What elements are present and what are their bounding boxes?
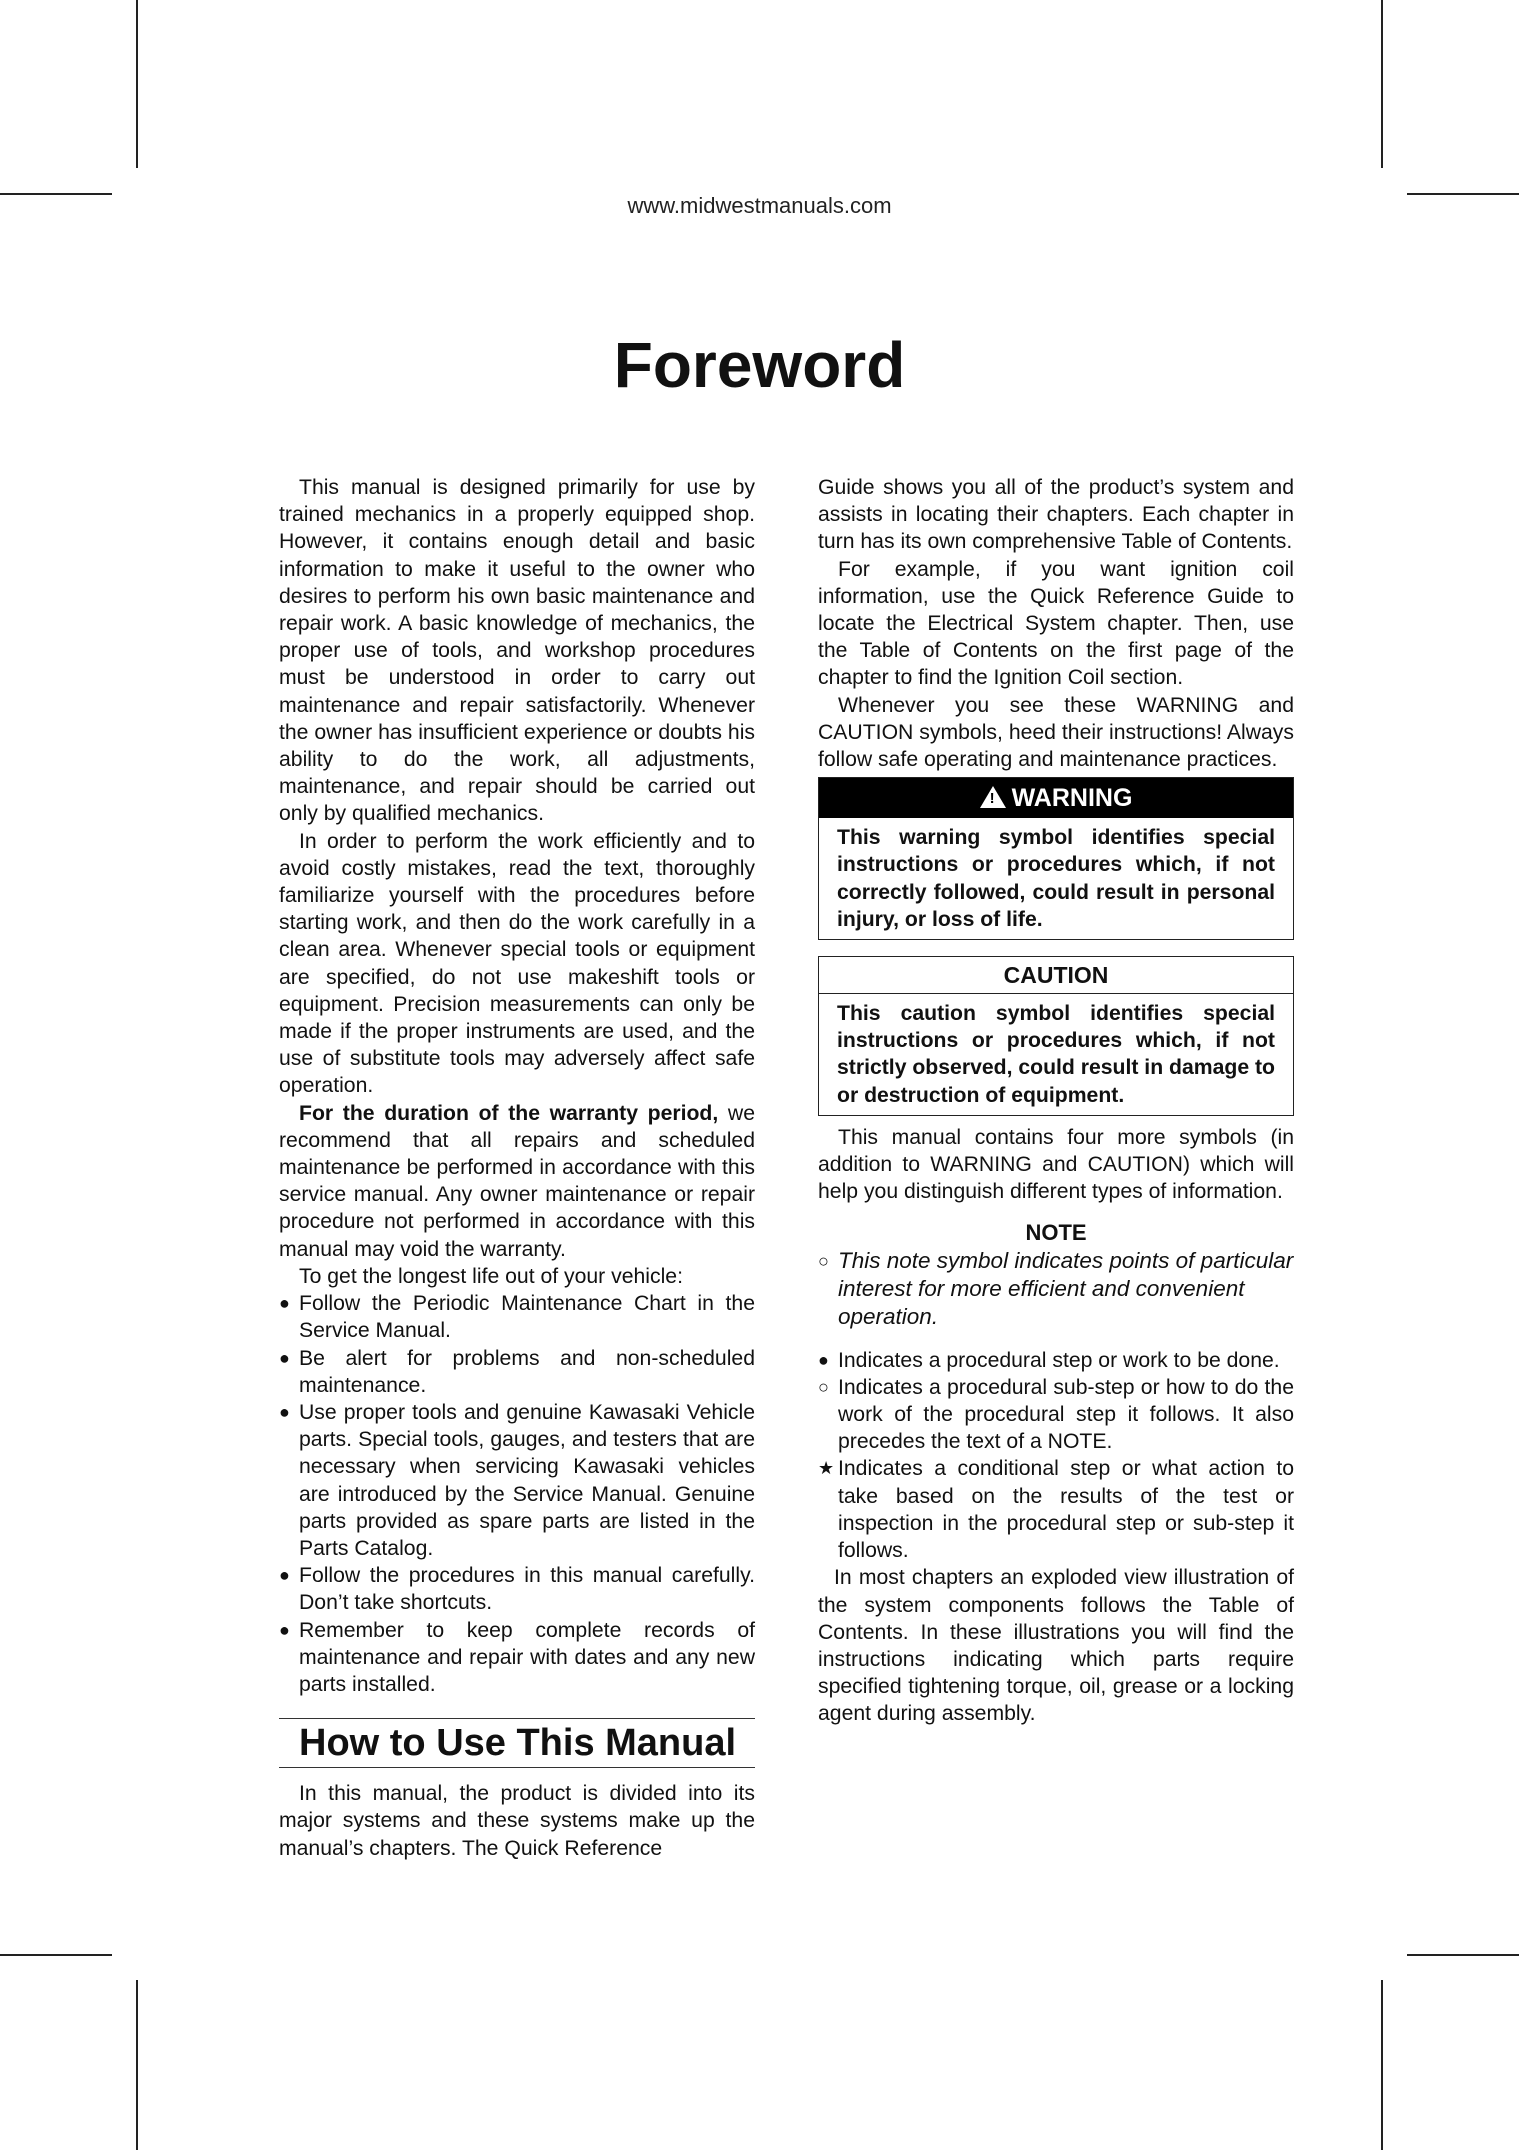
caution-label: CAUTION [819,957,1293,994]
list-item: ● Follow the procedures in this manual carefully. Don’t take shortcuts. [279,1564,755,1615]
hollow-circle-icon: ○ [818,1250,829,1271]
right-column [818,474,1294,1728]
bullet-icon: ● [279,1347,290,1368]
symbol-list [818,1347,1294,1565]
exploded-view-paragraph: In most chapters an exploded view illustration of the system components follows the Table of Contents. In these illustrations you will find the instructions indicating which parts require specified tightening torque, oil, grease or a locking agent during assembly. [818,1566,1294,1726]
hollow-circle-icon: ○ [818,1376,829,1397]
warranty-lead: For the duration of the warranty period, [299,1101,719,1125]
caution-text: This caution symbol identifies special instructions or procedures which, if not strictly observed, could result in damage to or destruction of equipment. [837,1002,1275,1107]
star-icon: ★ [818,1458,835,1479]
warning-label: WARNING [1011,784,1133,813]
warranty-text: we recommend that all repairs and scheduled maintenance be performed in accordance with this service manual. Any owner maintenance or repair procedure not performed in accordance with this manual may void the warranty. [279,1101,755,1261]
guide-paragraph: Guide shows you all of the product’s system and assists in locating their chapters. Each chapter in turn has its own comprehensive Table of Contents. [818,476,1294,554]
efficiency-paragraph: In order to perform the work efficiently and to avoid costly mistakes, read the text, thoroughly familiarize yourself with the procedures before starting work, and then do the work carefully in a clean area. Whenever special tools or equipment are specified, do not use makeshift tools or equipment. Precision measurements can only be made if the proper instruments are used, and the use of substitute tools may adversely affect safe operation. [279,829,755,1098]
bullet-icon: ● [279,1565,290,1586]
list-item: ○ Indicates a procedural sub-step or how to do the work of the procedural step it follows. It also precedes the text of a NOTE. [818,1375,1294,1454]
site-url: www.midwestmanuals.com [627,193,892,218]
crop-mark [1381,0,1383,168]
warranty-paragraph [279,1100,755,1263]
bullet-icon: ● [279,1619,290,1640]
intro-paragraph: This manual is designed primarily for use by trained mechanics in a properly equipped shop. However, it contains enough detail and basic information to make it useful to the owner who desires to perform his own basic maintenance and repair work. A basic knowledge of mechanics, the proper use of tools, and workshop procedures must be understood in order to carry out maintenance and repair satisfactorily. Whenever the owner has insufficient experience or doubts his ability to do the work, all adjustments, maintenance, and repair should be carried out only by qualified mechanics. [279,476,755,826]
crop-mark [1381,1980,1383,2150]
crop-mark [136,0,138,168]
note-text: ○ This note symbol indicates points of particular interest for more efficient and convenient operation. [818,1247,1294,1329]
bullet-icon: ● [818,1349,829,1370]
bullet-icon: ● [279,1293,290,1314]
symbols-paragraph: Whenever you see these WARNING and CAUTION symbols, heed their instructions! Always follow safe operating and maintenance practices. [818,693,1294,772]
crop-mark [1407,1954,1519,1956]
note-label: NOTE [1025,1220,1087,1246]
caution-box [818,956,1294,1116]
warning-triangle-icon [980,786,1006,808]
list-item: ● Remember to keep complete records of maintenance and repair with dates and any new parts installed. [279,1618,755,1696]
more-symbols-paragraph: This manual contains four more symbols (in addition to WARNING and CAUTION) which will help you distinguish different types of information. [818,1125,1294,1204]
example-paragraph: For example, if you want ignition coil information, use the Quick Reference Guide to locate the Electrical System chapter. Then, use the Table of Contents on the first page of the chapter to find the Ignition Coil section. [818,557,1294,690]
longest-life-paragraph: To get the longest life out of your vehicle: [299,1264,683,1288]
page-title: Foreword [613,329,906,401]
crop-mark [0,1954,112,1956]
left-column [279,474,755,1862]
how-to-paragraph: In this manual, the product is divided into its major systems and these systems make up the manual’s chapters. The Quick Reference [279,1782,755,1860]
warning-box [818,777,1294,940]
list-item: ● Be alert for problems and non-scheduled maintenance. [279,1346,755,1397]
list-item: ● Follow the Periodic Maintenance Chart in the Service Manual. [279,1292,755,1343]
crop-mark [136,1980,138,2150]
list-item: ● Use proper tools and genuine Kawasaki Vehicle parts. Special tools, gauges, and testers that are necessary when servicing Kawasaki vehicles are introduced by the Service Manual. Genuine parts provided as spare parts are listed in the Parts Catalog. [279,1400,755,1560]
warning-header [819,778,1293,818]
tips-list [279,1290,755,1698]
list-item: ★ Indicates a conditional step or what action to take based on the results of the test or inspection in the procedural step or sub-step it follows. [818,1457,1294,1563]
section-heading: How to Use This Manual [279,1718,755,1768]
list-item: ● Indicates a procedural step or work to be done. [818,1347,1294,1374]
bullet-icon: ● [279,1401,290,1422]
warning-text: This warning symbol identifies special instructions or procedures which, if not correctly followed, could result in personal injury, or loss of life. [837,826,1275,931]
